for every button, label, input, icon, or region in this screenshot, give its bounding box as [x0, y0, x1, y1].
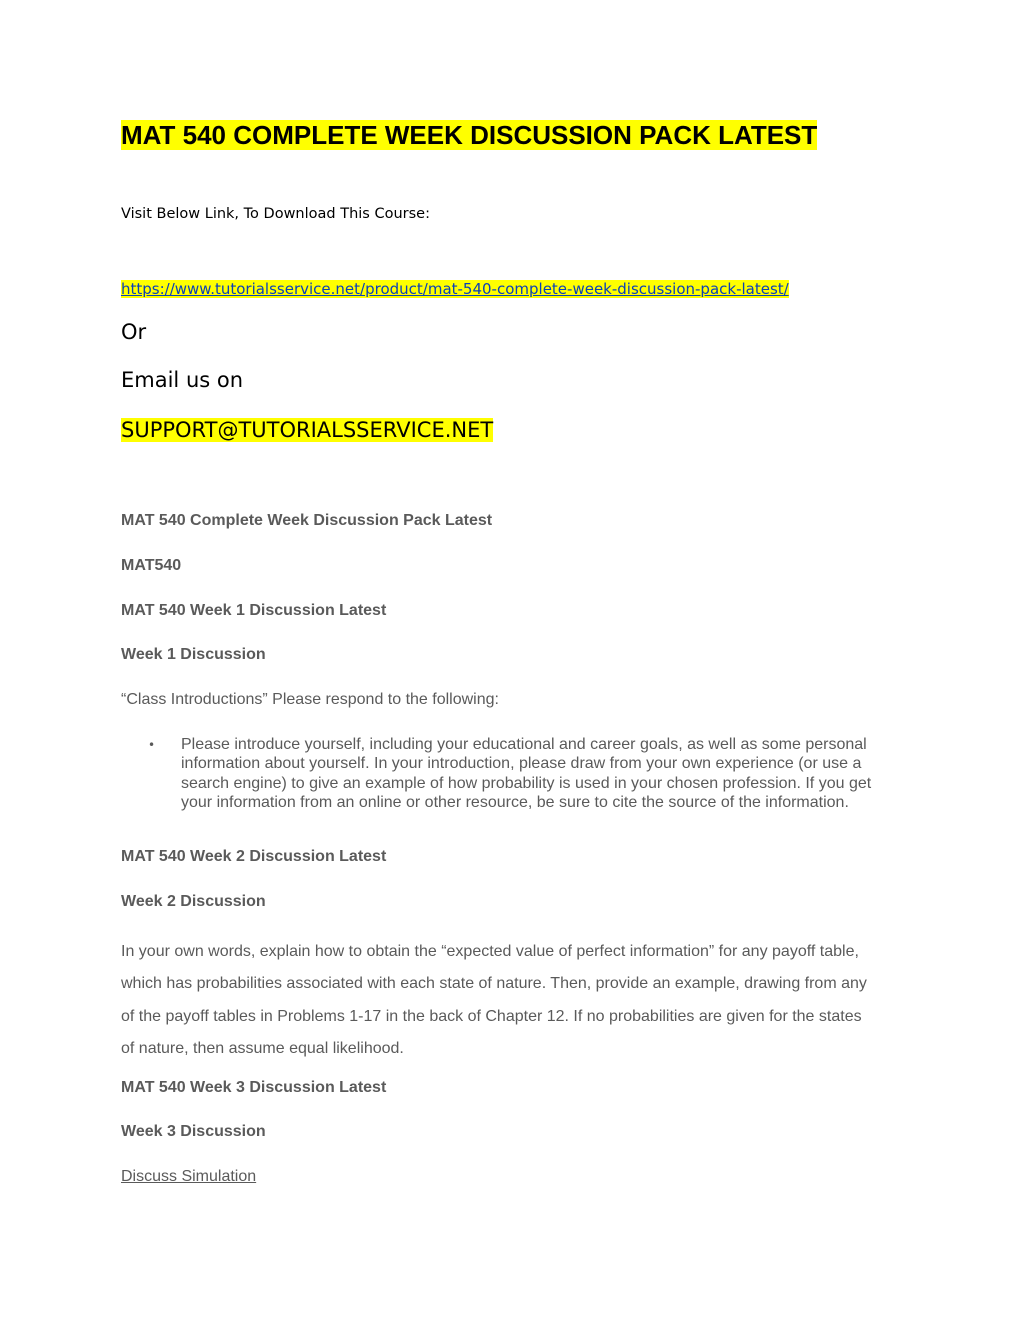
discuss-simulation-link[interactable]: Discuss Simulation	[121, 1168, 257, 1185]
week1-bullet-text: Please introduce yourself, including your educational and career goals, as well as some personal information about yourself. In your introduction, please draw from your own experience (or use a search engine) to give an example of how probability is used in your chosen profession. If you get your information from an online or other resource, be sure to cite the source of the information.	[181, 736, 872, 811]
bullet-icon: •	[148, 738, 156, 752]
week2-subheading: Week 2 Discussion	[121, 893, 266, 910]
week1-subheading: Week 1 Discussion	[121, 646, 266, 663]
week3-heading: MAT 540 Week 3 Discussion Latest	[121, 1079, 387, 1096]
course-code: MAT540	[121, 557, 182, 574]
week2-heading: MAT 540 Week 2 Discussion Latest	[121, 848, 387, 865]
email-label: Email us on	[121, 368, 244, 392]
download-link-text[interactable]: https://www.tutorialsservice.net/product/mat-540-complete-week-discussion-pack-latest/	[121, 280, 789, 298]
support-email-text[interactable]: SUPPORT@TUTORIALSSERVICE.NET	[121, 418, 494, 442]
visit-text: Visit Below Link, To Download This Course:	[121, 206, 430, 222]
download-link[interactable]	[121, 278, 789, 300]
week1-heading: MAT 540 Week 1 Discussion Latest	[121, 602, 387, 619]
week3-subheading: Week 3 Discussion	[121, 1123, 266, 1140]
page-title	[121, 118, 817, 152]
page-title-text: MAT 540 COMPLETE WEEK DISCUSSION PACK LATEST	[121, 120, 818, 150]
week1-prompt: “Class Introductions” Please respond to the following:	[121, 691, 499, 708]
course-title: MAT 540 Complete Week Discussion Pack Latest	[121, 512, 493, 529]
or-text: Or	[121, 320, 147, 344]
support-email[interactable]	[121, 414, 493, 446]
week2-paragraph: In your own words, explain how to obtain the “expected value of perfect information” for any payoff table, which has probabilities associated with each state of nature. Then, provide an example, drawing from any of the payoff tables in Problems 1-17 in the back of Chapter 12. If no probabilities are given for the states of nature, then assume equal likelihood.	[121, 943, 867, 1057]
